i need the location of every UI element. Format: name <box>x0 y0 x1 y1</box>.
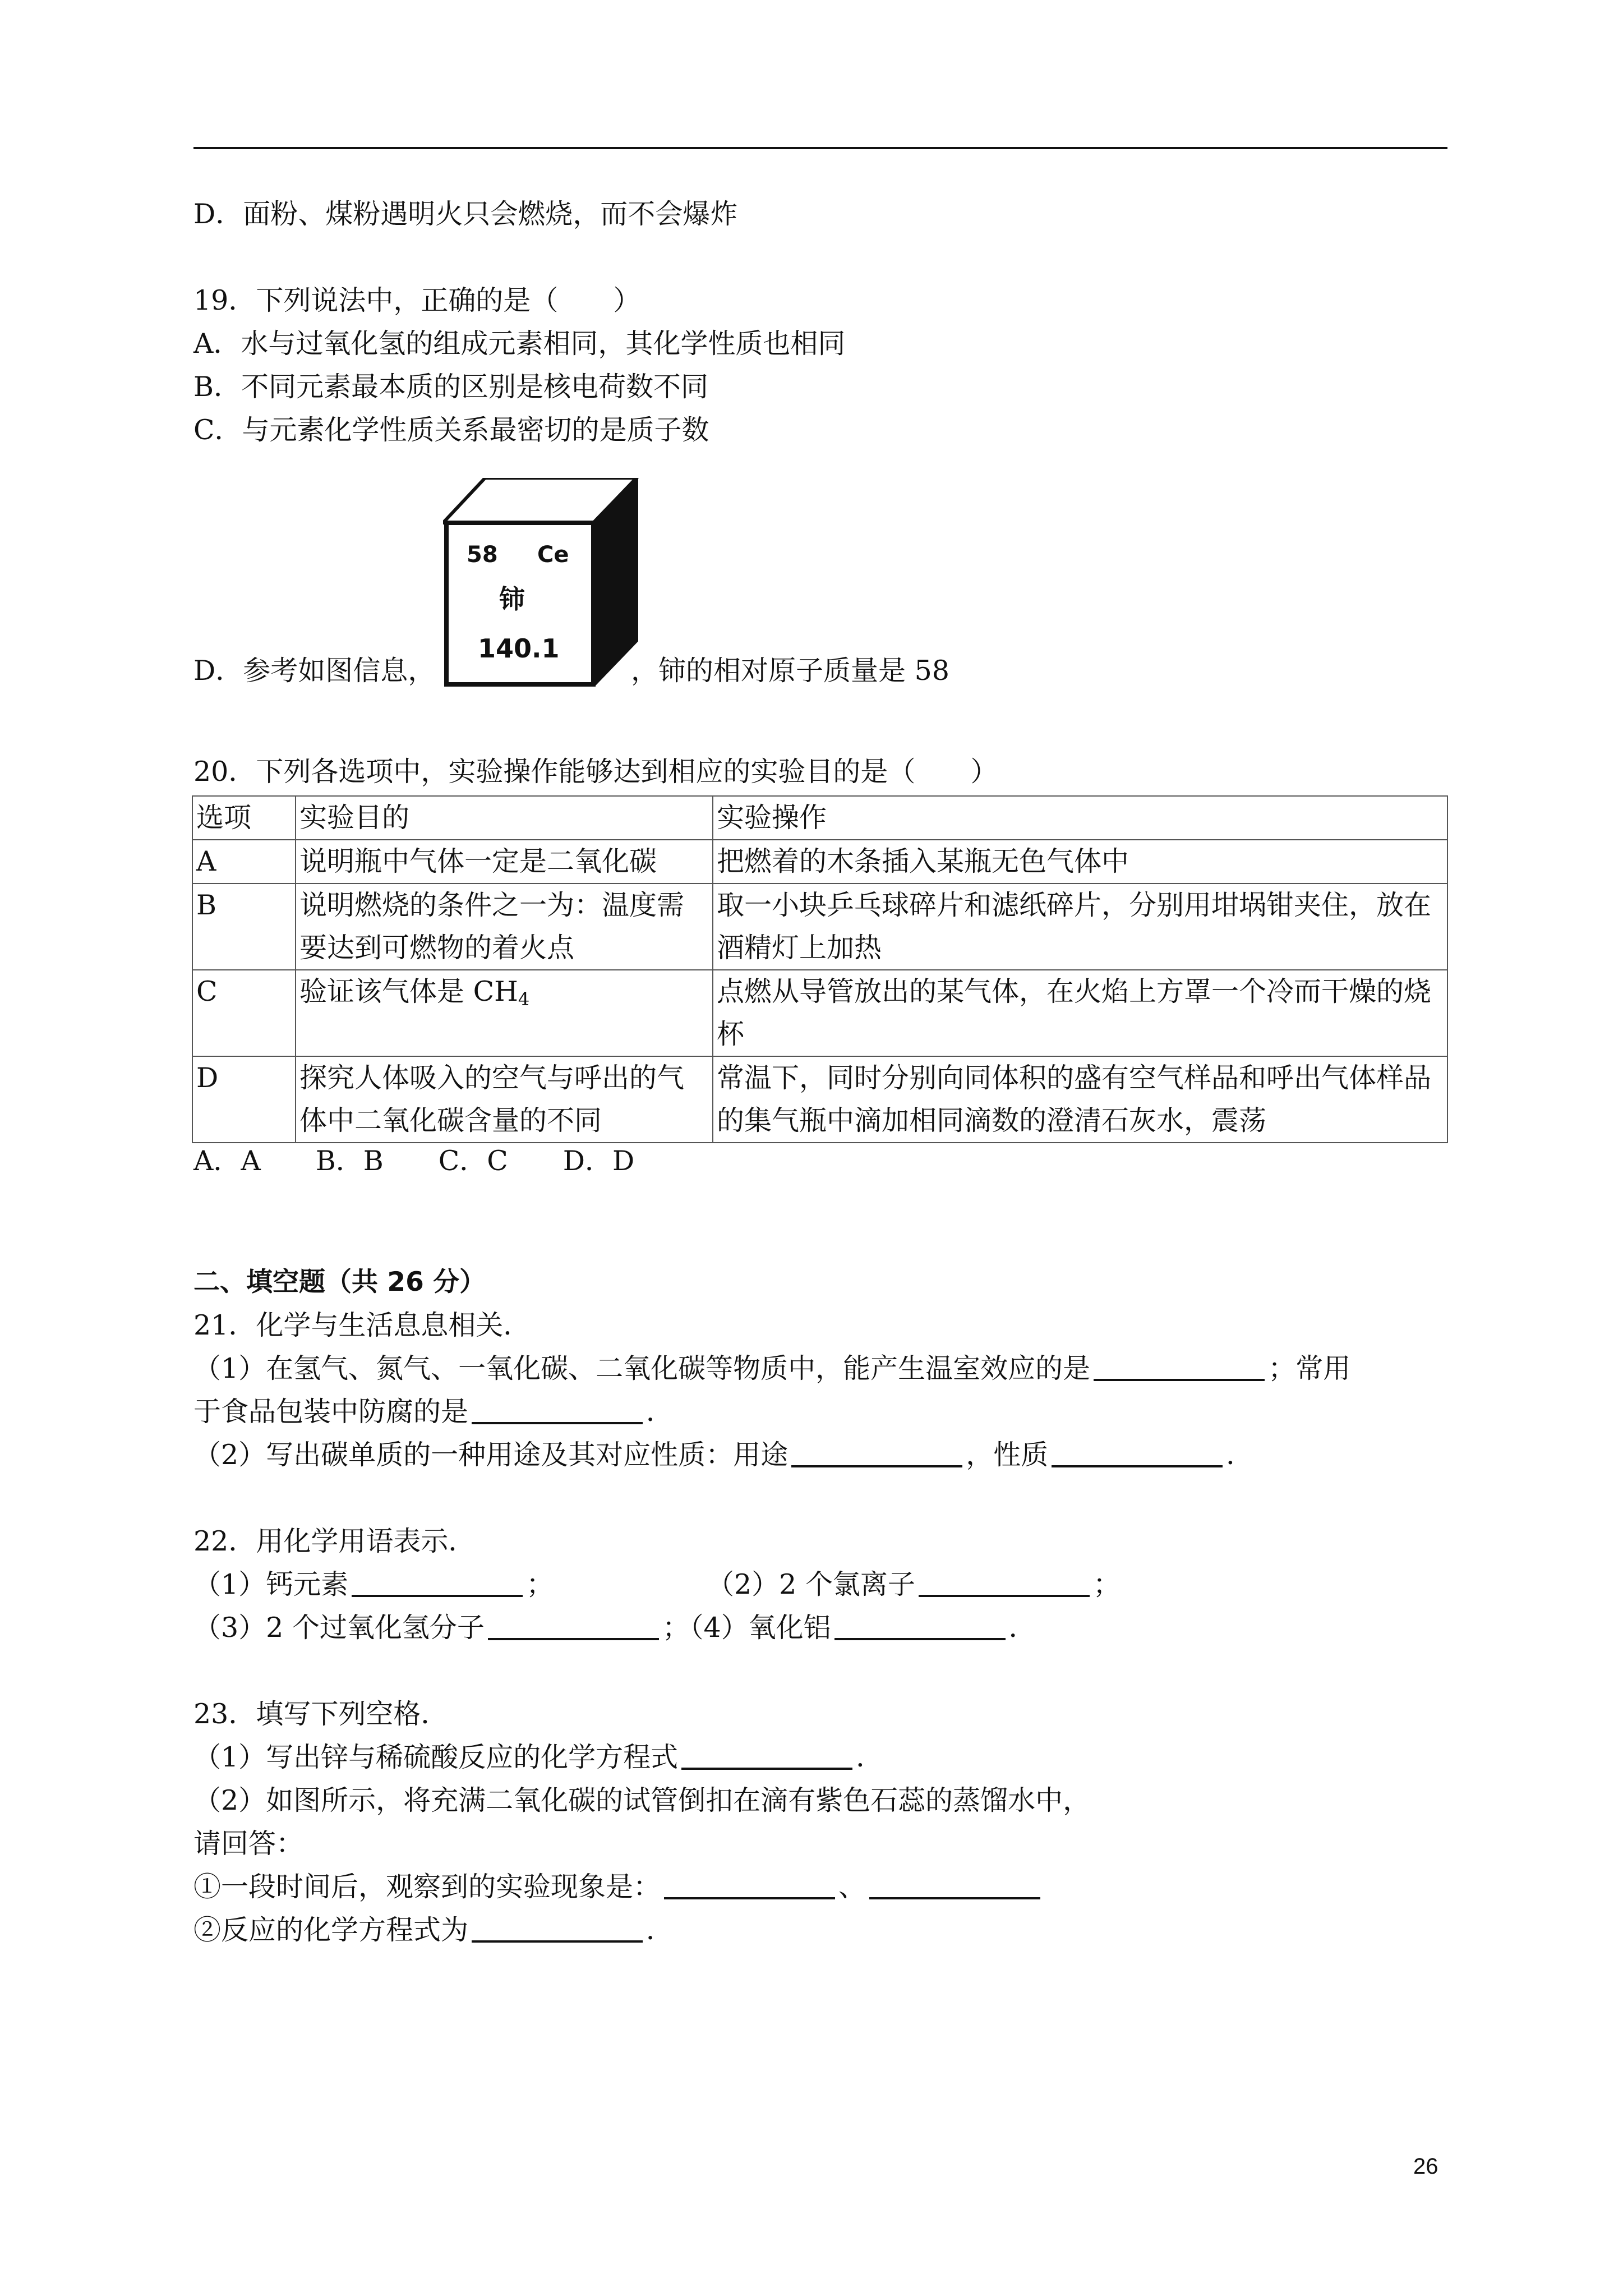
q22-part4-text: ；（4）氧化铝 <box>662 1612 831 1644</box>
q21-stem: 21．化学与生活息息相关． <box>193 1309 531 1341</box>
answer-blank[interactable] <box>1052 1443 1223 1467</box>
q23-sub1 <box>193 1870 1044 1904</box>
row-option: A <box>192 840 296 884</box>
answer-blank[interactable] <box>664 1875 835 1899</box>
element-atomic-number: 58 <box>467 542 498 568</box>
q21-part1-text-b: ；常用 <box>1268 1352 1351 1384</box>
q23-sub1-sep: 、 <box>838 1871 866 1903</box>
table-row <box>192 840 1447 884</box>
row-purpose: 探究人体吸入的空气与呼出的气体中二氧化碳含量的不同 <box>296 1056 713 1143</box>
q23-part2-prompt: 请回答： <box>193 1828 304 1860</box>
element-relative-mass: 140.1 <box>478 633 560 664</box>
section-title: 二、填空题（共 26 分） <box>193 1267 486 1297</box>
row-purpose: 说明瓶中气体一定是二氧化碳 <box>296 840 713 884</box>
row-operation: 常温下，同时分别向同体积的盛有空气样品和呼出气体样品的集气瓶中滴加相同滴数的澄清石灰水，震荡 <box>713 1056 1447 1143</box>
table-header-row <box>192 796 1447 840</box>
q21-part1-text: （1）在氢气、氮气、一氧化碳、二氧化碳等物质中，能产生温室效应的是 <box>193 1352 1091 1384</box>
q23-sub2-end: ． <box>646 1914 674 1946</box>
element-symbol: Ce <box>537 542 569 568</box>
q19-option-d-suffix: ，铈的相对原子质量是 58 <box>631 655 949 687</box>
row-operation: 点燃从导管放出的某气体，在火焰上方罩一个冷而干燥的烧杯 <box>713 970 1447 1056</box>
q22-stem: 22．用化学用语表示． <box>193 1525 476 1557</box>
answer-blank[interactable] <box>472 1400 643 1424</box>
q21-part2-end: ． <box>1226 1439 1254 1471</box>
q23-part2: （2）如图所示，将充满二氧化碳的试管倒扣在滴有紫色石蕊的蒸馏水中， <box>193 1784 1091 1816</box>
q19-option-a: A．水与过氧化氢的组成元素相同，其化学性质也相同 <box>193 328 846 360</box>
q22-part1-text: （1）钙元素 <box>193 1568 349 1600</box>
answer-blank[interactable] <box>869 1875 1040 1899</box>
q19-option-d-prefix: D．参考如图信息， <box>193 655 436 687</box>
q22-part4-end: ． <box>1008 1612 1036 1644</box>
cerium-element-cube-figure <box>443 478 642 687</box>
q22-part2-text: （2）2 个氯离子 <box>707 1568 915 1600</box>
row-purpose: 说明燃烧的条件之一为：温度需要达到可燃物的着火点 <box>296 884 713 970</box>
q21-part1-end: ． <box>646 1396 674 1428</box>
q21-part1-line2 <box>193 1395 674 1429</box>
q22-part3-text: （3）2 个过氧化氢分子 <box>193 1612 485 1644</box>
row-purpose-text: 验证该气体是 CH <box>299 976 518 1007</box>
q22-part3-4 <box>193 1611 1036 1645</box>
row-option: C <box>192 970 296 1056</box>
table-row <box>192 1056 1447 1143</box>
answer-blank[interactable] <box>681 1745 852 1770</box>
header-operation: 实验操作 <box>713 796 1447 840</box>
row-purpose <box>296 970 713 1056</box>
q22-part2 <box>707 1568 1121 1602</box>
q23-sub1-text: ①一段时间后，观察到的实验现象是： <box>193 1871 661 1903</box>
page-number: 26 <box>1413 2154 1438 2179</box>
row-operation: 把燃着的木条插入某瓶无色气体中 <box>713 840 1447 884</box>
row-operation: 取一小块乒乓球碎片和滤纸碎片，分别用坩埚钳夹住，放在酒精灯上加热 <box>713 884 1447 970</box>
q23-sub2 <box>193 1913 674 1947</box>
subscript: 4 <box>518 988 530 1010</box>
q23-part1-end: ． <box>856 1741 884 1773</box>
experiment-table <box>192 795 1448 1143</box>
header-purpose: 实验目的 <box>296 796 713 840</box>
header-rule <box>193 147 1447 149</box>
answer-blank[interactable] <box>488 1616 659 1640</box>
q21-part1-line1 <box>193 1352 1350 1386</box>
q19-stem: 19．下列说法中，正确的是（ ） <box>193 284 641 316</box>
q18-option-d: D．面粉、煤粉遇明火只会燃烧，而不会爆炸 <box>193 198 738 230</box>
q23-sub2-text: ②反应的化学方程式为 <box>193 1914 469 1946</box>
row-option: B <box>192 884 296 970</box>
table-row <box>192 884 1447 970</box>
element-name: 铈 <box>499 584 525 614</box>
answer-blank[interactable] <box>834 1616 1006 1640</box>
q22-part1 <box>193 1568 554 1602</box>
q19-option-c: C．与元素化学性质关系最密切的是质子数 <box>193 414 709 446</box>
q21-part1-text-c: 于食品包装中防腐的是 <box>193 1396 469 1428</box>
q21-part2-text: （2）写出碳单质的一种用途及其对应性质：用途 <box>193 1439 789 1471</box>
q22-part2-end: ； <box>1092 1568 1121 1600</box>
answer-blank[interactable] <box>919 1572 1090 1597</box>
answer-blank[interactable] <box>352 1572 523 1597</box>
q22-part1-end: ； <box>526 1568 554 1600</box>
q23-stem: 23．填写下列空格． <box>193 1698 449 1730</box>
q21-part2-text-b: ，性质 <box>966 1439 1049 1471</box>
answer-blank[interactable] <box>791 1443 962 1467</box>
answer-blank[interactable] <box>1094 1356 1265 1381</box>
answer-blank[interactable] <box>472 1918 643 1943</box>
q20-stem: 20．下列各选项中，实验操作能够达到相应的实验目的是（ ） <box>193 756 998 788</box>
q21-part2 <box>193 1438 1253 1472</box>
q20-choices: A．A B．B C．C D．D <box>193 1145 635 1177</box>
q23-part1-text: （1）写出锌与稀硫酸反应的化学方程式 <box>193 1741 679 1773</box>
row-option: D <box>192 1056 296 1143</box>
table-row <box>192 970 1447 1056</box>
header-option: 选项 <box>192 796 296 840</box>
q23-part1 <box>193 1741 883 1774</box>
q19-option-b: B．不同元素最本质的区别是核电荷数不同 <box>193 371 709 403</box>
